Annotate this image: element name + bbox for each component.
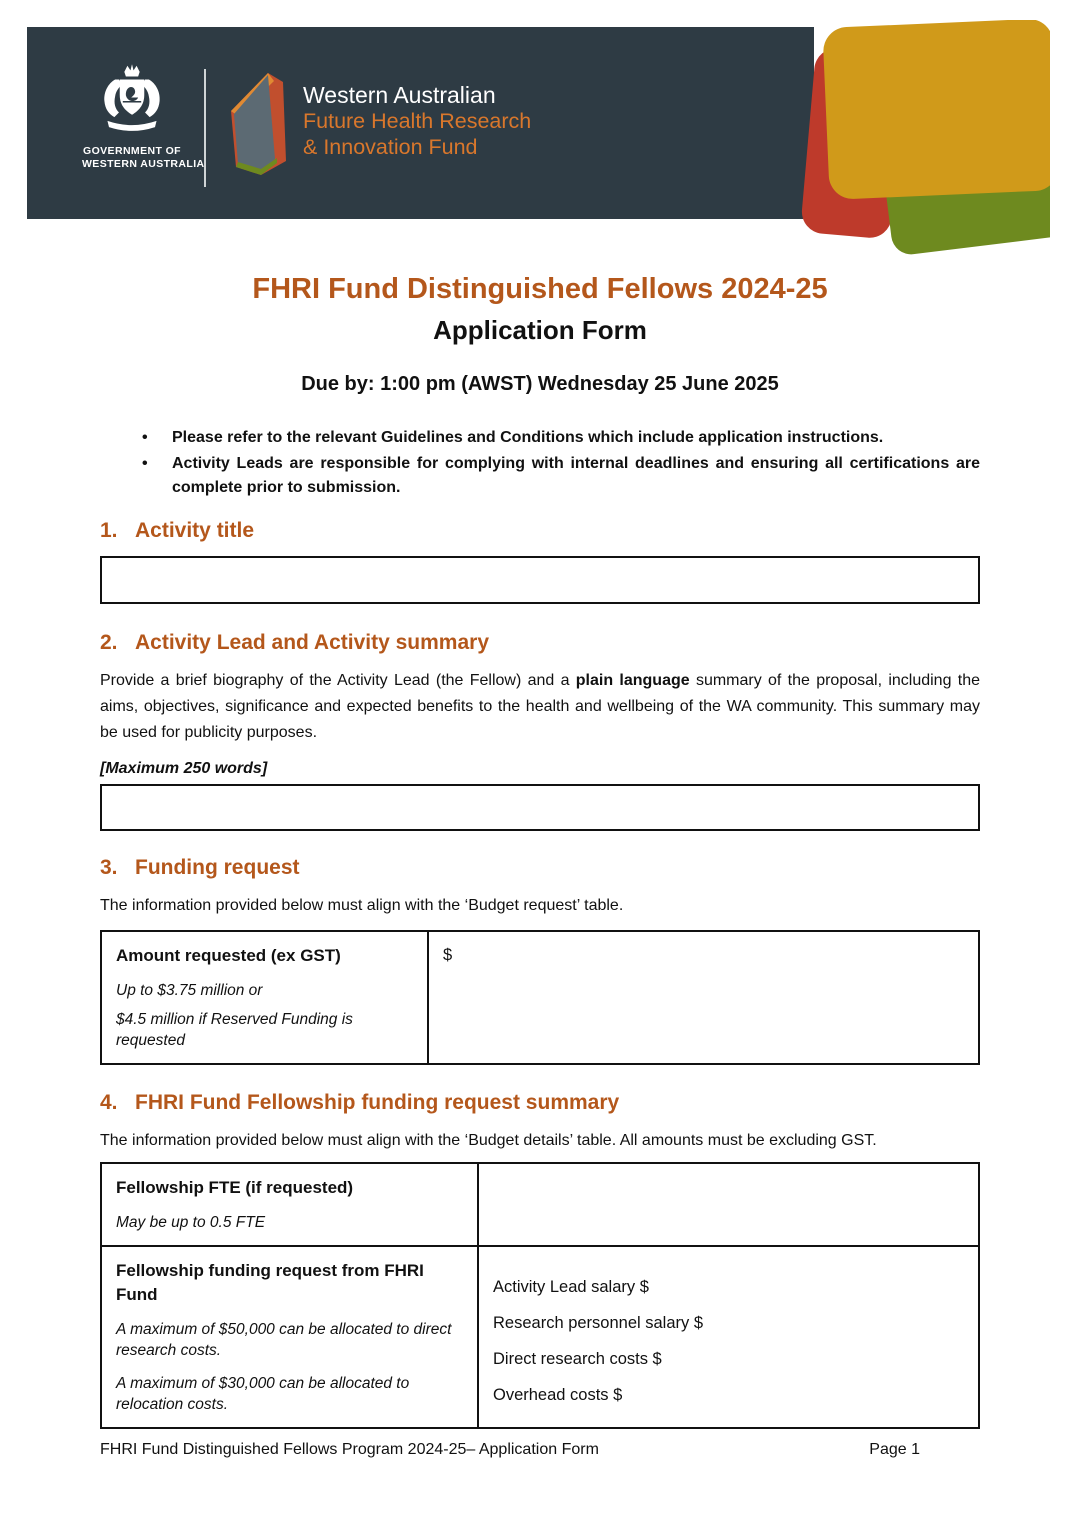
section-2-title: Activity Lead and Activity summary (135, 631, 490, 654)
gov-caption (82, 145, 205, 171)
bullet-item (100, 452, 980, 500)
fellowship-funding-label: Fellowship funding request from FHRI Fund (116, 1261, 424, 1304)
due-date-line: Due by: 1:00 pm (AWST) Wednesday 25 June 2025 (301, 373, 779, 395)
fellowship-funding-value-input[interactable] (478, 1246, 979, 1428)
overhead-costs-line: Overhead costs $ (493, 1386, 623, 1404)
brand-line3: & Innovation Fund (303, 135, 478, 159)
footer-page-number: Page 1 (869, 1441, 920, 1458)
page-title: FHRI Fund Distinguished Fellows 2024-25 (252, 273, 828, 305)
funding-note-2: A maximum of $30,000 can be allocated to relocation costs. (116, 1375, 410, 1413)
table-row (101, 1163, 979, 1246)
section-1-title: Activity title (135, 519, 255, 542)
fte-note: May be up to 0.5 FTE (116, 1214, 266, 1231)
brand-line2: Future Health Research (303, 109, 532, 133)
header-banner (27, 27, 814, 219)
amount-requested-label-cell (101, 931, 428, 1064)
activity-title-input[interactable] (100, 556, 980, 604)
personnel-salary-line: Research personnel salary $ (493, 1314, 704, 1332)
salary-line: Activity Lead salary $ (493, 1278, 649, 1296)
bullet-text: Please refer to the relevant Guidelines and Conditions which include application instructions. (172, 429, 884, 446)
table-row (101, 931, 979, 1064)
section-2-desc-bold: plain language (575, 672, 690, 689)
deco-cards (788, 20, 1050, 260)
section-4-heading (100, 1090, 980, 1116)
fte-value-input[interactable] (478, 1163, 979, 1246)
brand-line1: Western Australian (303, 82, 496, 108)
section-3-heading (100, 855, 980, 881)
max-words-note: [Maximum 250 words] (100, 760, 268, 777)
bullet-item (100, 426, 980, 450)
activity-summary-input[interactable] (100, 784, 980, 831)
section-2-desc-post: summary of the proposal, including the aims, objectives, significance and expected benefits to the health and wellbeing of the WA community. This summary may be used for publicity purposes. (100, 672, 981, 741)
section-1-number: 1. (100, 519, 118, 542)
fte-label-cell (101, 1163, 478, 1246)
page-subtitle: Application Form (433, 315, 647, 345)
document-body (100, 260, 980, 1429)
section-2-number: 2. (100, 631, 118, 654)
dollar-prefix: $ (443, 946, 453, 964)
gov-caption-line1: GOVERNMENT OF (83, 145, 181, 157)
table-row (101, 1246, 979, 1428)
fellowship-funding-table (100, 1162, 980, 1429)
direct-costs-line: Direct research costs $ (493, 1350, 662, 1368)
amount-requested-label: Amount requested (ex GST) (116, 946, 341, 965)
section-4-number: 4. (100, 1091, 118, 1114)
page-footer (100, 1441, 980, 1459)
gov-caption-line2: WESTERN AUSTRALIA (82, 158, 205, 170)
fhri-logo-icon (230, 73, 288, 182)
fellowship-funding-label-cell (101, 1246, 478, 1428)
section-3-title: Funding request (135, 856, 300, 879)
amount-requested-input[interactable] (428, 931, 979, 1064)
coat-of-arms-icon (86, 61, 178, 141)
bullet-marker-icon: • (142, 429, 148, 446)
funding-request-table (100, 930, 980, 1065)
bullet-text: Activity Leads are responsible for complying with internal deadlines and ensuring all certifications are complete prior to submission. (172, 455, 980, 496)
footer-document-name: FHRI Fund Distinguished Fellows Program 2024-25– Application Form (100, 1441, 599, 1458)
fte-label: Fellowship FTE (if requested) (116, 1178, 354, 1197)
section-2-description (100, 668, 980, 746)
bullet-marker-icon: • (142, 455, 148, 472)
brand-divider (204, 69, 206, 187)
section-4-intro: The information provided below must align with the ‘Budget details’ table. All amounts must be excluding GST. (100, 1132, 877, 1149)
amount-note-2: $4.5 million if Reserved Funding is requested (116, 1011, 353, 1049)
instruction-bullets (100, 426, 980, 500)
amount-note-1: Up to $3.75 million or (116, 982, 263, 999)
section-4-title: FHRI Fund Fellowship funding request summary (135, 1091, 620, 1114)
section-3-number: 3. (100, 856, 118, 879)
brand-text (303, 82, 531, 160)
section-2-desc-pre: Provide a brief biography of the Activity Lead (the Fellow) and a (100, 672, 576, 689)
funding-note-1: A maximum of $50,000 can be allocated to direct research costs. (116, 1321, 452, 1359)
section-2-heading (100, 630, 980, 656)
section-1-heading (100, 518, 980, 544)
section-3-intro: The information provided below must align with the ‘Budget request’ table. (100, 897, 624, 914)
government-crest (82, 61, 205, 171)
deco-card-yellow (822, 20, 1050, 200)
